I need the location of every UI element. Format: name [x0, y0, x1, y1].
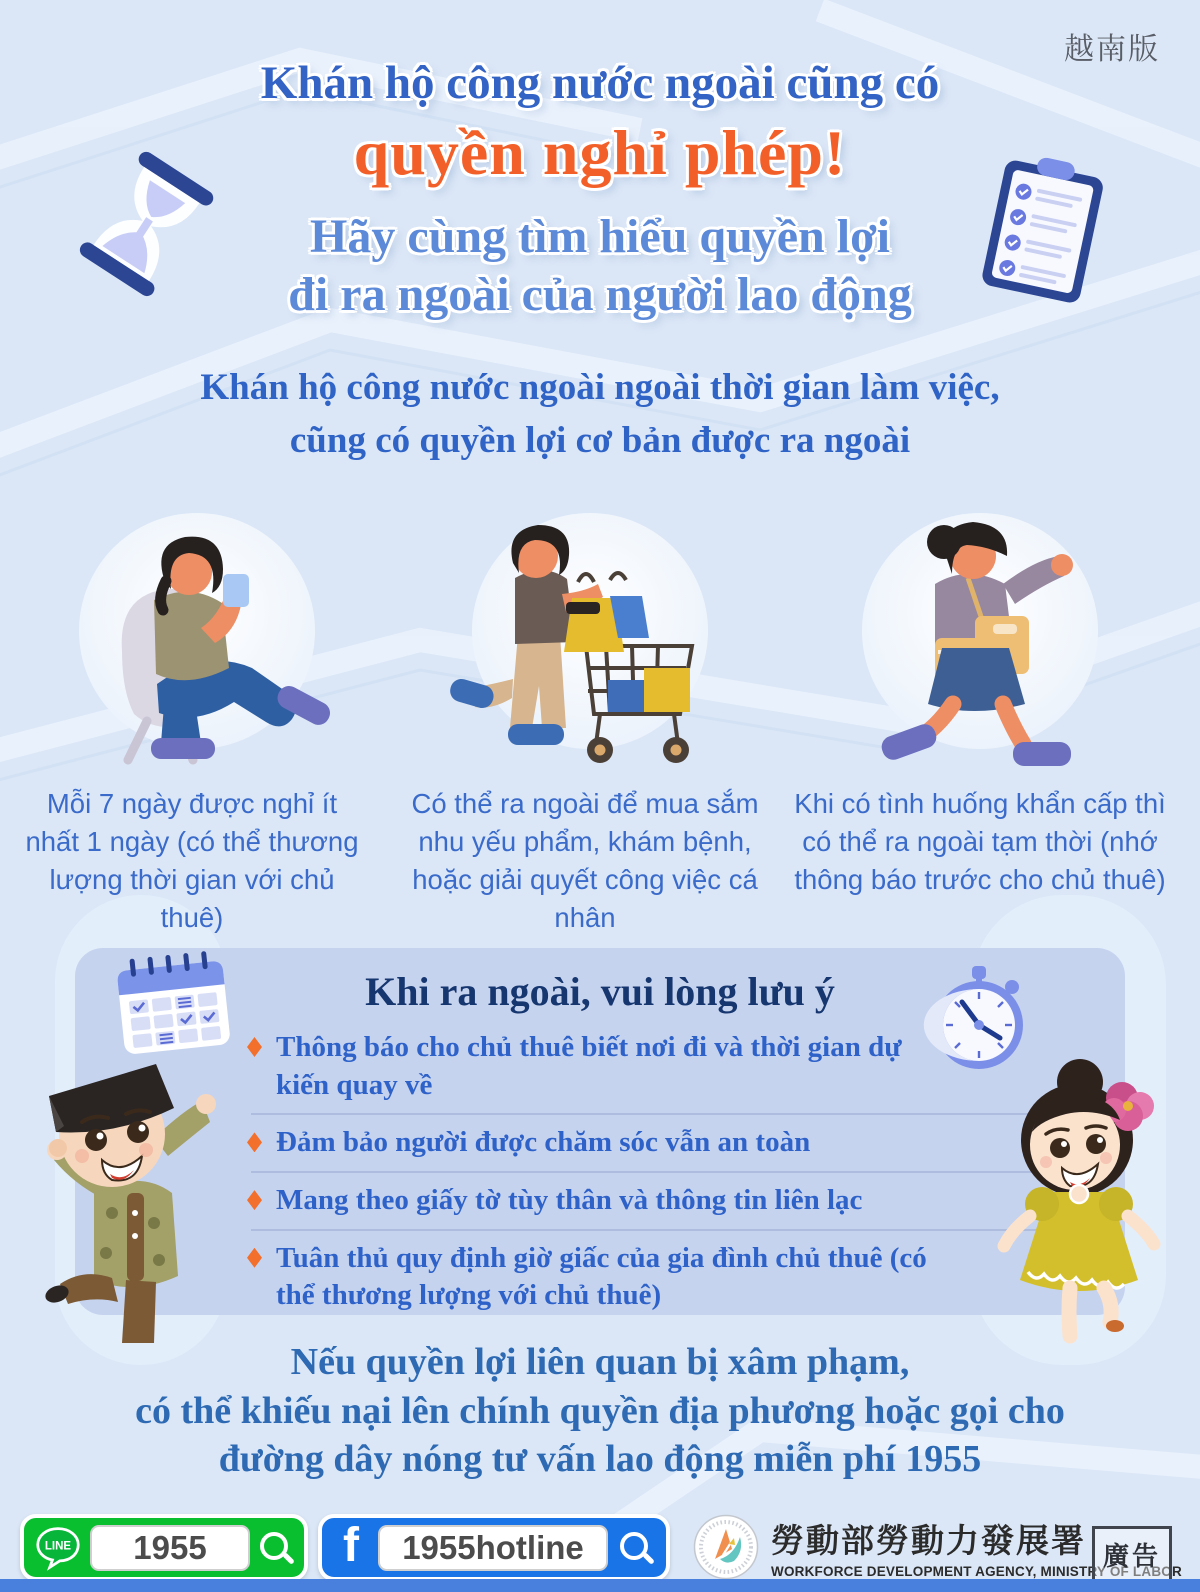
bottom-strip: [0, 1579, 1200, 1592]
facebook-search-value: 1955hotline: [378, 1525, 608, 1571]
woman-rushing-illustration: [815, 486, 1145, 771]
facebook-icon: f: [343, 1518, 359, 1572]
diamond-bullet-icon: [247, 1248, 262, 1268]
complaint-line-3: đường dây nóng tư vấn lao động miễn phí 1955: [218, 1438, 982, 1481]
benefit-emergency: [788, 486, 1172, 899]
language-version-badge: 越南版: [1064, 32, 1160, 67]
line-search-button[interactable]: [20, 1514, 308, 1581]
subtitle: [0, 208, 1200, 323]
complaint-line-1: Nếu quyền lợi liên quan bị xâm phạm,: [290, 1341, 910, 1383]
intro-text: [0, 362, 1200, 467]
line-icon: [34, 1525, 82, 1571]
title-line-1: Khán hộ công nước ngoài cũng có: [260, 57, 940, 109]
notice-item-text: Đảm bảo người được chăm sóc vẫn an toàn: [276, 1126, 811, 1159]
divider: [251, 1171, 1065, 1173]
diamond-bullet-icon: [247, 1037, 262, 1057]
benefit-caption-2: Có thể ra ngoài để mua sắm nhu yếu phẩm, khám bệnh, hoặc giải quyết công việc cá nhân: [411, 788, 759, 933]
svg-text:LINE: LINE: [44, 1539, 72, 1552]
divider: [251, 1229, 1065, 1231]
subtitle-line-1: Hãy cùng tìm hiểu quyền lợi: [309, 210, 890, 263]
diamond-bullet-icon: [247, 1190, 262, 1210]
benefit-caption-3: Khi có tình huống khẩn cấp thì có thể ra ngoài tạm thời (nhớ thông báo trước cho chủ thuê): [794, 788, 1166, 895]
divider: [251, 1113, 1065, 1115]
agency-name-zh: 勞動部勞動力發展署: [771, 1521, 1086, 1560]
benefit-rest-day: [18, 486, 366, 937]
notice-item-3: [247, 1182, 1065, 1220]
diamond-bullet-icon: [247, 1132, 262, 1152]
woman-resting-illustration: [32, 486, 352, 771]
wda-logo-icon: [693, 1514, 759, 1580]
agency-name-en: WORKFORCE DEVELOPMENT AGENCY, MINISTRY OF LABOR: [771, 1564, 1182, 1579]
boy-character-illustration: [0, 1038, 219, 1348]
subtitle-line-2: đi ra ngoài của người lao động: [288, 267, 912, 321]
title-highlight: quyền nghỉ phép!: [353, 117, 847, 188]
complaint-text: [0, 1338, 1200, 1484]
intro-line-1: Khán hộ công nước ngoài ngoài thời gian làm việc,: [200, 367, 1000, 408]
intro-line-2: cũng có quyền lợi cơ bản được ra ngoài: [289, 419, 911, 461]
notice-item-text: Thông báo cho chủ thuê biết nơi đi và thời gian dự kiến quay về: [276, 1031, 902, 1101]
notice-item-2: [247, 1124, 1065, 1162]
ad-badge: 廣告: [1092, 1526, 1172, 1583]
search-icon: [618, 1530, 654, 1566]
woman-shopping-illustration: [420, 486, 750, 771]
girl-character-illustration: [982, 1040, 1182, 1350]
line-search-value: 1955: [90, 1525, 250, 1571]
notice-box-title: Khi ra ngoài, vui lòng lưu ý: [365, 969, 835, 1014]
notice-item-4: [247, 1240, 1065, 1315]
benefit-shopping: [402, 486, 768, 937]
complaint-line-2: có thể khiếu nại lên chính quyền địa phương hoặc gọi cho: [135, 1389, 1065, 1432]
benefit-caption-1: Mỗi 7 ngày được nghỉ ít nhất 1 ngày (có thể thương lượng thời gian với chủ thuê): [25, 788, 359, 933]
facebook-search-button[interactable]: [318, 1514, 670, 1581]
notice-item-text: Tuân thủ quy định giờ giấc của gia đình chủ thuê (có thể thương lượng với chủ thuê): [276, 1241, 927, 1312]
notice-item-text: Mang theo giấy tờ tùy thân và thông tin liên lạc: [276, 1184, 863, 1217]
search-icon: [258, 1530, 294, 1566]
